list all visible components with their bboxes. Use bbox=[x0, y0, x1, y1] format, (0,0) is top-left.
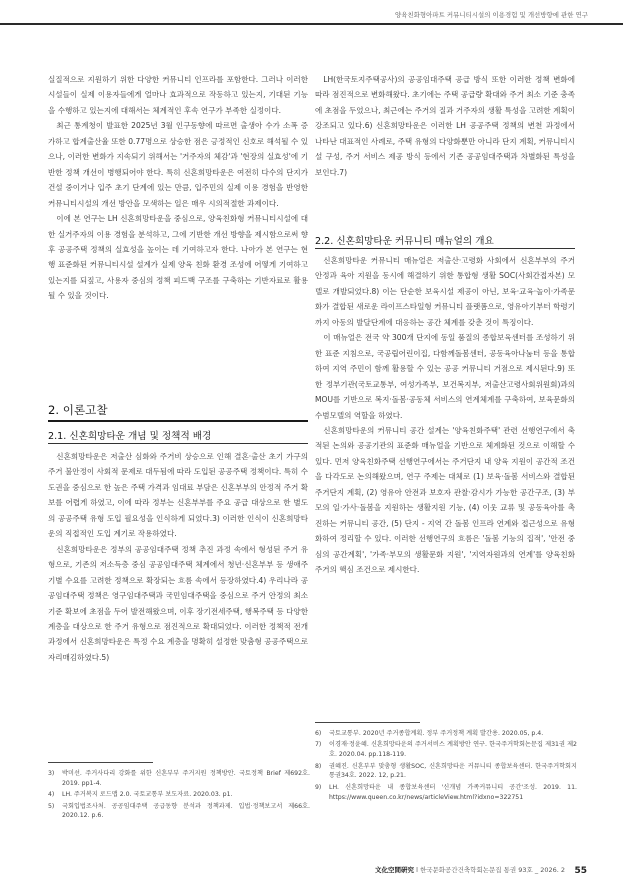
journal-issue: l 한국문화공간건축학회논문집 통권 93호 _ 2026. 2 bbox=[414, 866, 565, 874]
footnotes-left bbox=[48, 769, 310, 823]
footnote: 3) 박미선. 주거사다리 강화를 위한 신혼부부 주거지원 정책방안. 국토정책 Brief 제692호. 2019. pp1-4. bbox=[48, 770, 310, 787]
paragraph: 실질적으로 지원하기 위한 다양한 커뮤니티 인프라를 포함한다. 그러나 이러한 시설들이 실제 이용자들에게 얼마나 효과적으로 작동하고 있는지, 기대된 기능을 수행하고 있는지에 대해서는 체계적인 후속 연구가 부족한 실정이다. bbox=[48, 75, 308, 115]
subsection-rule bbox=[315, 248, 575, 249]
footnote: 4) LH. 주거복지 로드맵 2.0. 국토교통부 보도자료. 2020.03. p1. bbox=[48, 791, 233, 799]
section-title: 2. 이론고찰 bbox=[48, 403, 108, 417]
footnote: 8) 권혜진. 신혼부부 맞춤형 생활SOC, 신혼희망타운 커뮤니티 종합보육센터. 한국주거학회지 통권34호. 2022. 12, p.21. bbox=[315, 762, 577, 780]
running-title: 양육친화형아파트 커뮤니티시설의 이용경험 및 개선방향에 관한 연구 bbox=[395, 11, 588, 19]
paragraph: 이 매뉴얼은 전국 약 300개 단지에 동일 품질의 종합보육센터를 조성하기 위한 표준 지침으로, 국공립어린이집, 다함께돌봄센터, 공동육아나눔터 등을 통합하여 지역 주민이 함께 활용할 수 있는 공공 커뮤니티 거점으로 제시된다.9) 또한 정부기관(국토교통부, 여성가족부, 보건복지부, 저출산고령사회위원회)과의 MOU를 기반으로 복지·돌봄·공동체 서비스의 연계체계를 구축하여, 보육문화의 수범모델의 역할을 하였다. bbox=[315, 333, 575, 420]
footnote: 9) LH. 신혼희망타운 내 종합보육센터 '신개념 가족커뮤니티 공간'조성. 2019. 11. https://www.queen.co.kr/news/articleView.html?idxno=322751 bbox=[315, 783, 577, 801]
intro-text bbox=[48, 72, 308, 304]
footnote: 6) 국토교통부. 2020년 주거종합계획. 정부 주거정책 계획 발간용. 2020.05, p.4. bbox=[315, 730, 544, 737]
footnotes-right bbox=[315, 729, 577, 804]
paragraph: LH(한국토지주택공사)의 공공임대주택 공급 방식 또한 이러한 정책 변화에 따라 점진적으로 변화해왔다. 초기에는 주택 공급량 확대와 주거 최소 기준 충족에 초점을 두었으나, 최근에는 주거의 질과 거주자의 생활 특성을 고려한 계획이 강조되고 있다.6) 신혼희망타운은 이러한 LH 공공주택 정책의 변천 과정에서 나타난 대표적인 사례로, 주택 유형의 다양화뿐만 아니라 단지 계획, 커뮤니티시설 구성, 주거 서비스 제공 방식 등에서 기존 공공임대주택과 차별화된 특성을 보인다.7) bbox=[315, 75, 575, 177]
section-rule bbox=[48, 420, 308, 422]
paragraph: 신혼희망타운 커뮤니티 매뉴얼은 저출산·고령화 사회에서 신혼부부의 주거 안정과 육아 지원을 동시에 해결하기 위한 통합형 생활 SOC(사회간접자본) 모델로 개발되었다.8) 이는 단순한 보육시설 제공이 아닌, 보육·교육·놀이·가족문화가 결합된 새로운 라이프스타일형 커뮤니티 플랫폼으로, 영유아기부터 학령기까지 아동의 발달단계에 대응하는 공간 체계를 갖춘 것이 특징이다. bbox=[315, 256, 575, 327]
intro-text bbox=[315, 72, 575, 180]
subsection-title: 2.1. 신혼희망타운 개념 및 정책적 배경 bbox=[48, 431, 212, 442]
footnote: 5) 국회입법조사처. 공공임대주택 공급동향 분석과 정책과제. 입법·정책보고서 제66호. 2020.12. p.6. bbox=[48, 802, 310, 820]
paragraph: 신혼희망타운은 저출산 심화와 주거비 상승으로 인해 결혼·출산 초기 가구의 주거 불안정이 사회적 문제로 대두됨에 따라 도입된 공공주택 정책이다. 특히 수도권을 중심으로 한 높은 주택 가격과 임대료 부담은 신혼부부의 안정적 주거 확보를 어렵게 하였고, 이에 따라 정부는 신혼부부를 주요 공급 대상으로 한 별도의 공공주택 유형 도입 필요성을 인식하게 되었다.3) 이러한 인식이 신혼희망타운의 직접적인 도입 계기로 작용하였다. bbox=[48, 452, 308, 539]
subsection-text bbox=[48, 449, 308, 665]
footnote-rule bbox=[315, 722, 420, 723]
subsection-text bbox=[315, 253, 575, 578]
paragraph: 최근 통계청이 발표한 2025년 3월 인구동향에 따르면 출생아 수가 소폭 증가하고 합계출산율 또한 0.77명으로 상승한 점은 긍정적인 신호로 해석될 수 있으나, 이러한 변화가 지속되기 위해서는 '거주자의 체감'과 '현장의 실효성'에 기반한 정책 개선이 병행되어야 한다. 특히 신혼희망타운은 여전히 다수의 단지가 건설 중이거나 입주 초기 단계에 있는 만큼, 입주민의 실제 이용 경험을 반영한 커뮤니티시설의 개선 방안을 모색하는 일은 매우 시의적절한 과제이다. bbox=[48, 121, 308, 208]
header-rule bbox=[0, 23, 623, 25]
paragraph: 이에 본 연구는 LH 신혼희망타운을 중심으로, 양육친화형 커뮤니티시설에 대한 실거주자의 이용 경험을 분석하고, 그에 기반한 개선 방향을 제시함으로써 향후 공공주택 정책의 실효성을 높이는 데 기여하고자 한다. 나아가 본 연구는 현행 표준화된 커뮤니티시설 설계가 실제 양육 친화 환경 조성에 어떻게 기여하고 있는지를 되짚고, 사용자 중심의 정책 피드백 구조를 구축하는 기반자료로 활용될 수 있을 것이다. bbox=[48, 214, 308, 301]
subsection-rule bbox=[48, 443, 308, 444]
subsection-title: 2.2. 신혼희망타운 커뮤니티 매뉴얼의 개요 bbox=[315, 236, 494, 247]
footnote-rule bbox=[48, 762, 153, 763]
journal-info bbox=[375, 865, 565, 874]
paragraph: 신혼희망타운은 정부의 공공임대주택 정책 추진 과정 속에서 형성된 주거 유형으로, 기존의 저소득층 중심 공공임대주택 체계에서 청년·신혼부부 등 생애주기별 수요를 고려한 정책으로 확장되는 흐름 속에서 등장하였다.4) 우리나라 공공임대주택 정책은 영구임대주택과 국민임대주택을 중심으로 주거 안정의 최소 기준 확보에 초점을 두어 발전해왔으며, 이후 장기전세주택, 행복주택 등 다양한 계층을 대상으로 한 주거 유형으로 점진적으로 확대되었다. 이러한 정책적 전개 과정에서 신혼희망타운은 특정 수요 계층을 명확히 설정한 맞춤형 공공주택으로 자리매김하였다.5) bbox=[48, 544, 308, 662]
paragraph: 신혼희망타운의 커뮤니티 공간 설계는 '양육친화주택' 관련 선행연구에서 축적된 논의와 공공기관의 표준화 매뉴얼을 기반으로 체계화된 것으로 이해할 수 있다. 먼저 양육친화주택 선행연구에서는 주거단지 내 양육 지원이 공간적 조건을 다각도로 논의해왔으며, 연구 주제는 대체로 (1) 보육·돌봄 서비스와 결합된 주거단지 계획, (2) 영유아 안전과 보호자 관찰·감시가 가능한 공간구조, (3) 부모의 일·가사·돌봄을 지원하는 생활지원 기능, (4) 이웃 교류 및 공동육아를 촉진하는 커뮤니티 공간, (5) 단지 - 지역 간 돌봄 인프라 연계와 접근성으로 유형화하여 정리할 수 있다. 이러한 선행연구의 흐름은 '돌봄 기능의 집적', '안전 중심의 공간계획', '가족·부모의 생활문화 지원', '지역자원과의 연계'를 양육친화 주거의 핵심 조건으로 제시한다. bbox=[315, 425, 575, 575]
footnote: 7) 이경재·정윤혜. 신혼희망타운의 주거서비스 계획방안 연구. 한국주거학회논문집 제31권 제2호. 2020.04. pp.118-119. bbox=[315, 741, 577, 759]
page-number: 55 bbox=[574, 866, 587, 876]
journal-name: 文化空間硏究 bbox=[375, 866, 414, 874]
